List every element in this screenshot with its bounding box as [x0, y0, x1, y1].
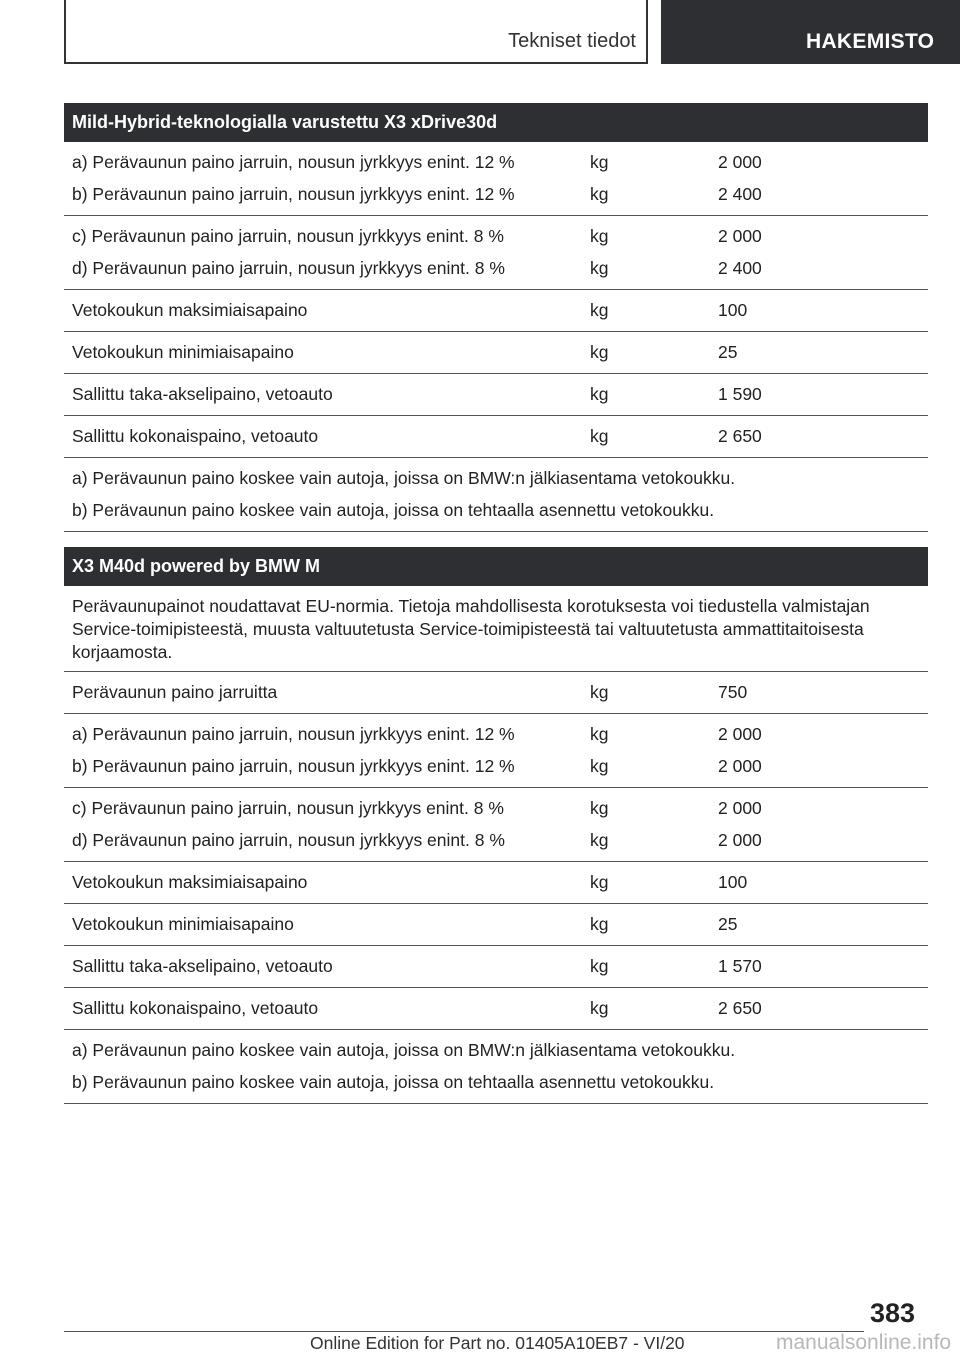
table-group [64, 714, 928, 788]
table-row [64, 378, 928, 410]
row-unit: kg [590, 258, 609, 278]
edition-text: Online Edition for Part no. 01405A10EB7 - VI/20 [310, 1333, 685, 1353]
row-unit: kg [590, 300, 609, 320]
row-unit: kg [590, 914, 609, 934]
row-label: b) Perävaunun paino jarruin, nousun jyrkkyys enint. 12 % [72, 184, 515, 204]
row-unit: kg [590, 152, 609, 172]
row-value: 100 [718, 300, 748, 320]
table-row [64, 866, 928, 898]
table-row [64, 178, 928, 210]
page-number: 383 [870, 1298, 916, 1328]
section-x3-xdrive30d [64, 103, 928, 532]
row-label: Perävaunun paino jarruitta [72, 682, 278, 702]
row-unit: kg [590, 956, 609, 976]
table-row [64, 146, 928, 178]
row-label: Vetokoukun maksimiaisapaino [72, 872, 308, 892]
row-label: Sallittu kokonaispaino, vetoauto [72, 426, 319, 446]
row-label: Sallittu kokonaispaino, vetoauto [72, 998, 319, 1018]
row-unit: kg [590, 756, 609, 776]
table-group [64, 374, 928, 416]
table-row [64, 950, 928, 982]
row-value: 1 590 [718, 384, 762, 404]
row-label: c) Perävaunun paino jarruin, nousun jyrkkyys enint. 8 % [72, 798, 504, 818]
row-value: 2 400 [718, 184, 762, 204]
chapter-tab[interactable]: Tekniset tiedot [508, 30, 636, 52]
row-unit: kg [590, 426, 609, 446]
row-label: Vetokoukun minimiaisapaino [72, 914, 294, 934]
row-label: a) Perävaunun paino jarruin, nousun jyrkkyys enint. 12 % [72, 724, 515, 744]
table-row [64, 992, 928, 1024]
row-unit: kg [590, 682, 609, 702]
table-group [64, 216, 928, 290]
footnote: b) Perävaunun paino koskee vain autoja, joissa on tehtaalla asennettu vetokoukku. [72, 500, 715, 520]
row-value: 2 650 [718, 426, 762, 446]
table-row [64, 676, 928, 708]
table-group [64, 416, 928, 458]
row-value: 2 000 [718, 830, 762, 850]
footnote: b) Perävaunun paino koskee vain autoja, joissa on tehtaalla asennettu vetokoukku. [72, 1072, 715, 1092]
row-label: d) Perävaunun paino jarruin, nousun jyrkkyys enint. 8 % [72, 258, 505, 278]
table-row [64, 824, 928, 856]
page-header [0, 0, 960, 66]
row-unit: kg [590, 226, 609, 246]
row-unit: kg [590, 342, 609, 362]
row-value: 2 000 [718, 798, 762, 818]
table-group [64, 862, 928, 904]
row-value: 25 [718, 342, 738, 362]
table-group [64, 672, 928, 714]
footer-divider [64, 1331, 864, 1332]
row-value: 750 [718, 682, 748, 702]
table-row [64, 750, 928, 782]
row-unit: kg [590, 184, 609, 204]
row-value: 1 570 [718, 956, 762, 976]
row-unit: kg [590, 998, 609, 1018]
table-row [64, 294, 928, 326]
table-row [64, 718, 928, 750]
table-row [64, 420, 928, 452]
row-value: 2 400 [718, 258, 762, 278]
row-value: 25 [718, 914, 738, 934]
table-row [64, 336, 928, 368]
table-row [64, 792, 928, 824]
row-label: b) Perävaunun paino jarruin, nousun jyrkkyys enint. 12 % [72, 756, 515, 776]
row-unit: kg [590, 798, 609, 818]
row-value: 2 650 [718, 998, 762, 1018]
table-group [64, 332, 928, 374]
row-label: Sallittu taka-akselipaino, vetoauto [72, 384, 333, 404]
row-value: 2 000 [718, 152, 762, 172]
row-label: d) Perävaunun paino jarruin, nousun jyrkkyys enint. 8 % [72, 830, 505, 850]
row-value: 100 [718, 872, 748, 892]
row-unit: kg [590, 872, 609, 892]
table-group [64, 290, 928, 332]
footnotes [64, 1030, 928, 1104]
row-label: a) Perävaunun paino jarruin, nousun jyrkkyys enint. 12 % [72, 152, 515, 172]
row-value: 2 000 [718, 724, 762, 744]
row-value: 2 000 [718, 756, 762, 776]
index-tab[interactable]: HAKEMISTO [661, 0, 960, 64]
row-value: 2 000 [718, 226, 762, 246]
section-title: X3 M40d powered by BMW M [64, 547, 928, 586]
table-row [64, 908, 928, 940]
watermark: manualsonline.info [776, 1331, 952, 1354]
row-label: Sallittu taka-akselipaino, vetoauto [72, 956, 333, 976]
table-group [64, 988, 928, 1030]
row-unit: kg [590, 384, 609, 404]
table-row [64, 220, 928, 252]
section-x3-m40d [64, 547, 928, 1104]
table-group [64, 788, 928, 862]
table-group [64, 946, 928, 988]
table-row [64, 252, 928, 284]
footnote: a) Perävaunun paino koskee vain autoja, joissa on BMW:n jälkiasentama vetokoukku. [72, 468, 736, 488]
table-group [64, 142, 928, 216]
table-group [64, 904, 928, 946]
footnote: a) Perävaunun paino koskee vain autoja, joissa on BMW:n jälkiasentama vetokoukku. [72, 1040, 736, 1060]
row-label: Vetokoukun minimiaisapaino [72, 342, 294, 362]
row-unit: kg [590, 724, 609, 744]
footnotes [64, 458, 928, 532]
row-unit: kg [590, 830, 609, 850]
row-label: c) Perävaunun paino jarruin, nousun jyrkkyys enint. 8 % [72, 226, 504, 246]
intro-paragraph: Perävaunupainot noudattavat EU-normia. Tietoja mahdollisesta korotuksesta voi tiedustella valmistajan Service-toimipisteestä, muusta valtuutetusta Service-toimipisteestä tai valtuutetusta ammattitaitoisesta korjaamosta. [64, 586, 928, 672]
row-label: Vetokoukun maksimiaisapaino [72, 300, 308, 320]
section-title: Mild-Hybrid-teknologialla varustettu X3 xDrive30d [64, 103, 928, 142]
